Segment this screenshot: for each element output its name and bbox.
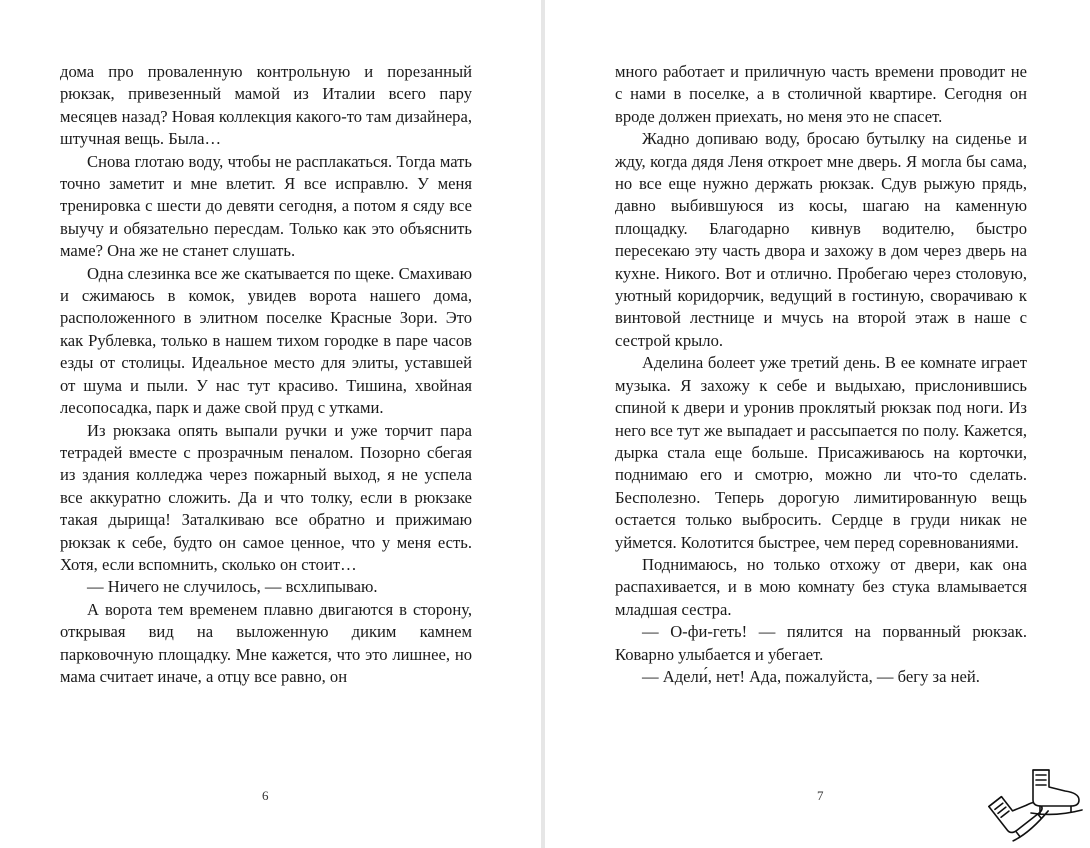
paragraph: Снова глотаю воду, чтобы не расплакаться. Тогда мать точно заметит и мне влетит. Я все исправлю. У меня тренировка с шести до девяти сегодня, а потом я сяду все выучу и обязательно пересдам. Только как это объяснить маме? Она же не станет слушать.: [60, 151, 472, 261]
page-number-right: 7: [817, 788, 824, 803]
paragraph: — Адели́, нет! Ада, пожалуйста, — бегу за ней.: [642, 666, 980, 686]
paragraph: А ворота тем временем плавно двигаются в сторону, открывая вид на выложенную диким камнем парковочную площадку. Мне кажется, что это лишнее, но мама считает иначе, а отцу все равно, он: [60, 599, 472, 686]
paragraph: — Ничего не случилось, — всхлипываю.: [87, 577, 378, 597]
paragraph: много работает и приличную часть времени проводит не с нами в поселке, а в столичной квартире. Сегодня он вроде должен приехать, но меня это не спасет.: [615, 62, 1027, 126]
left-page-text: [60, 61, 472, 688]
ice-skates-icon: [985, 762, 1085, 844]
paragraph: Аделина болеет уже третий день. В ее комнате играет музыка. Я захожу к себе и выдыхаю, прислонившись спиной к двери и уронив проклятый рюкзак под ноги. Из него все тут же выпадает и рассыпается по полу. Кажется, дырка стала еще больше. Присаживаюсь на корточки, поднимаю его и смотрю, можно ли что-то сделать. Бесполезно. Теперь дорогую лимитированную вещь остается только выбросить. Сердце в груди никак не уймется. Колотится быстрее, чем перед соревнованиями.: [615, 353, 1027, 552]
paragraph: Поднимаюсь, но только отхожу от двери, как она распахивается, и в мою комнату без стука вламывается младшая сестра.: [615, 554, 1027, 619]
paragraph: Одна слезинка все же скатывается по щеке. Смахиваю и сжимаюсь в комок, увидев ворота нашего дома, расположенного в элитном поселке Красные Зори. Это как Рублевка, только в нашем тихом городке в паре часов езды от столицы. Идеальное место для элиты, уставшей от шума и пыли. У нас тут красиво. Тишина, хвойная лесопосадка, парк и даже свой пруд с утками.: [60, 263, 472, 418]
paragraph: — О-фи-геть! — пялится на порванный рюкзак. Коварно улыбается и убегает.: [615, 622, 1027, 664]
right-page: [545, 0, 1090, 848]
paragraph: дома про проваленную контрольную и порезанный рюкзак, привезенный мамой из Италии всего пару месяцев назад? Новая коллекция какого-то там дизайнера, штучная вещь. Была…: [60, 62, 472, 149]
paragraph: Из рюкзака опять выпали ручки и уже торчит пара тетрадей вместе с прозрачным пеналом. Позорно сбегая из здания колледжа через пожарный выход, я не успела все аккуратно сложить. Да и что толку, если в рюкзаке такая дырища! Заталкиваю все обратно и прижимаю рюкзак к себе, будто он самое ценное, что у меня есть. Хотя, если вспомнить, сколько он стоит…: [60, 420, 472, 574]
left-page: [0, 0, 541, 848]
paragraph: Жадно допиваю воду, бросаю бутылку на сиденье и жду, когда дядя Леня откроет мне дверь. Я могла бы сама, но все еще нужно держать рюкзак. Сдув рыжую прядь, давно выбившуюся из косы, шагаю на каменную площадку. Благодарно кивнув водителю, быстро пересекаю эту часть двора и захожу в дом через дверь на кухне. Никого. Вот и отлично. Пробегаю через столовую, уютный коридорчик, ведущий в гостиную, сворачиваю к винтовой лестнице и мчусь на второй этаж в наше с сестрой крыло.: [615, 129, 1027, 350]
page-number-left: 6: [262, 788, 269, 803]
right-page-text: [615, 61, 1027, 688]
